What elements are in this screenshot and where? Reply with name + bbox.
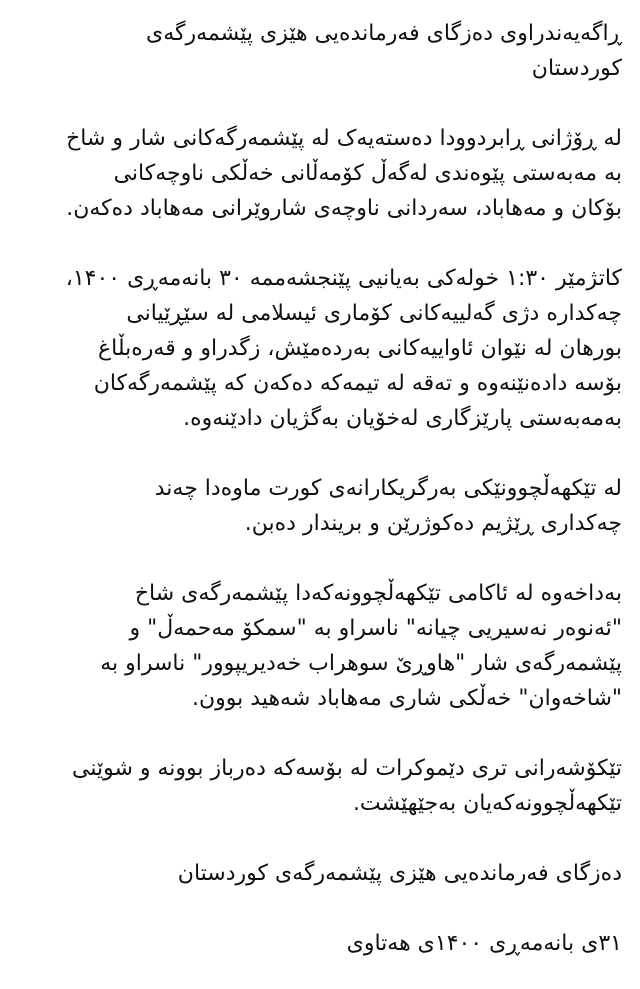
- signature-line: دەزگای فەرماندەیی هێزی پێشمەرگەی کوردستان: [177, 861, 622, 886]
- paragraph-ambush: کاتژمێر ۱:۳۰ خولەکی بەیانیی پێنجشەممە ۳۰ بانەمەڕی ۱۴۰۰، چەکدارە دژی گەلییەکانی کۆماری ئیسلامی لە سێڕێیانی بورهان لە نێوان ئاواییەکانی بەردەمێش، زگدراو و قەرەبڵاغ بۆسە دادەنێنەوە و تەقە لە تیمەکە دەکەن کە پێشمەرگەکان بەمەبەستی پارێزگاری لەخۆیان بەگژیان دادێنەوە.: [65, 266, 622, 431]
- paragraph-escape: تێکۆشەرانی تری دێموکرات لە بۆسەکە دەرباز بوونە و شوێنی تێکهەڵچوونەکەیان بەجێهێشت.: [72, 756, 622, 816]
- paragraph-clash: لە تێکهەڵچوونێکی بەرگریکارانەی کورت ماوەدا چەند چەکداری ڕێژیم دەکوژرێن و بریندار دەبن.: [154, 476, 622, 536]
- paragraph-visit: لە ڕۆژانی ڕابردوودا دەستەیەک لە پێشمەرگەکانی شار و شاخ بە مەبەستی پێوەندی لەگەڵ کۆمەڵانی خەڵکی ناوچەکانی بۆکان و مەهاباد، سەردانی ناوچەی شاروێرانی مەهاباد دەکەن.: [66, 126, 622, 221]
- paragraph-martyrs: بەداخەوە لە ئاکامی تێکهەڵچوونەکەدا پێشمەرگەی شاخ "ئەنوەر نەسیریی چیانە" ناسراو بە "سمکۆ مەحمەڵ" و پێشمەرگەی شار "هاوڕێ سوهراب خەدیریپوور" ناسراو بە "شاخەوان" خەڵکی شاری مەهاباد شەهید بوون.: [100, 581, 622, 711]
- date-line: ۳۱ی بانەمەڕی ۱۴۰۰ی هەتاوی: [346, 931, 622, 956]
- statement-title: ڕاگەیەندراوی دەزگای فەرماندەیی هێزی پێشمەرگەی کوردستان: [146, 21, 622, 81]
